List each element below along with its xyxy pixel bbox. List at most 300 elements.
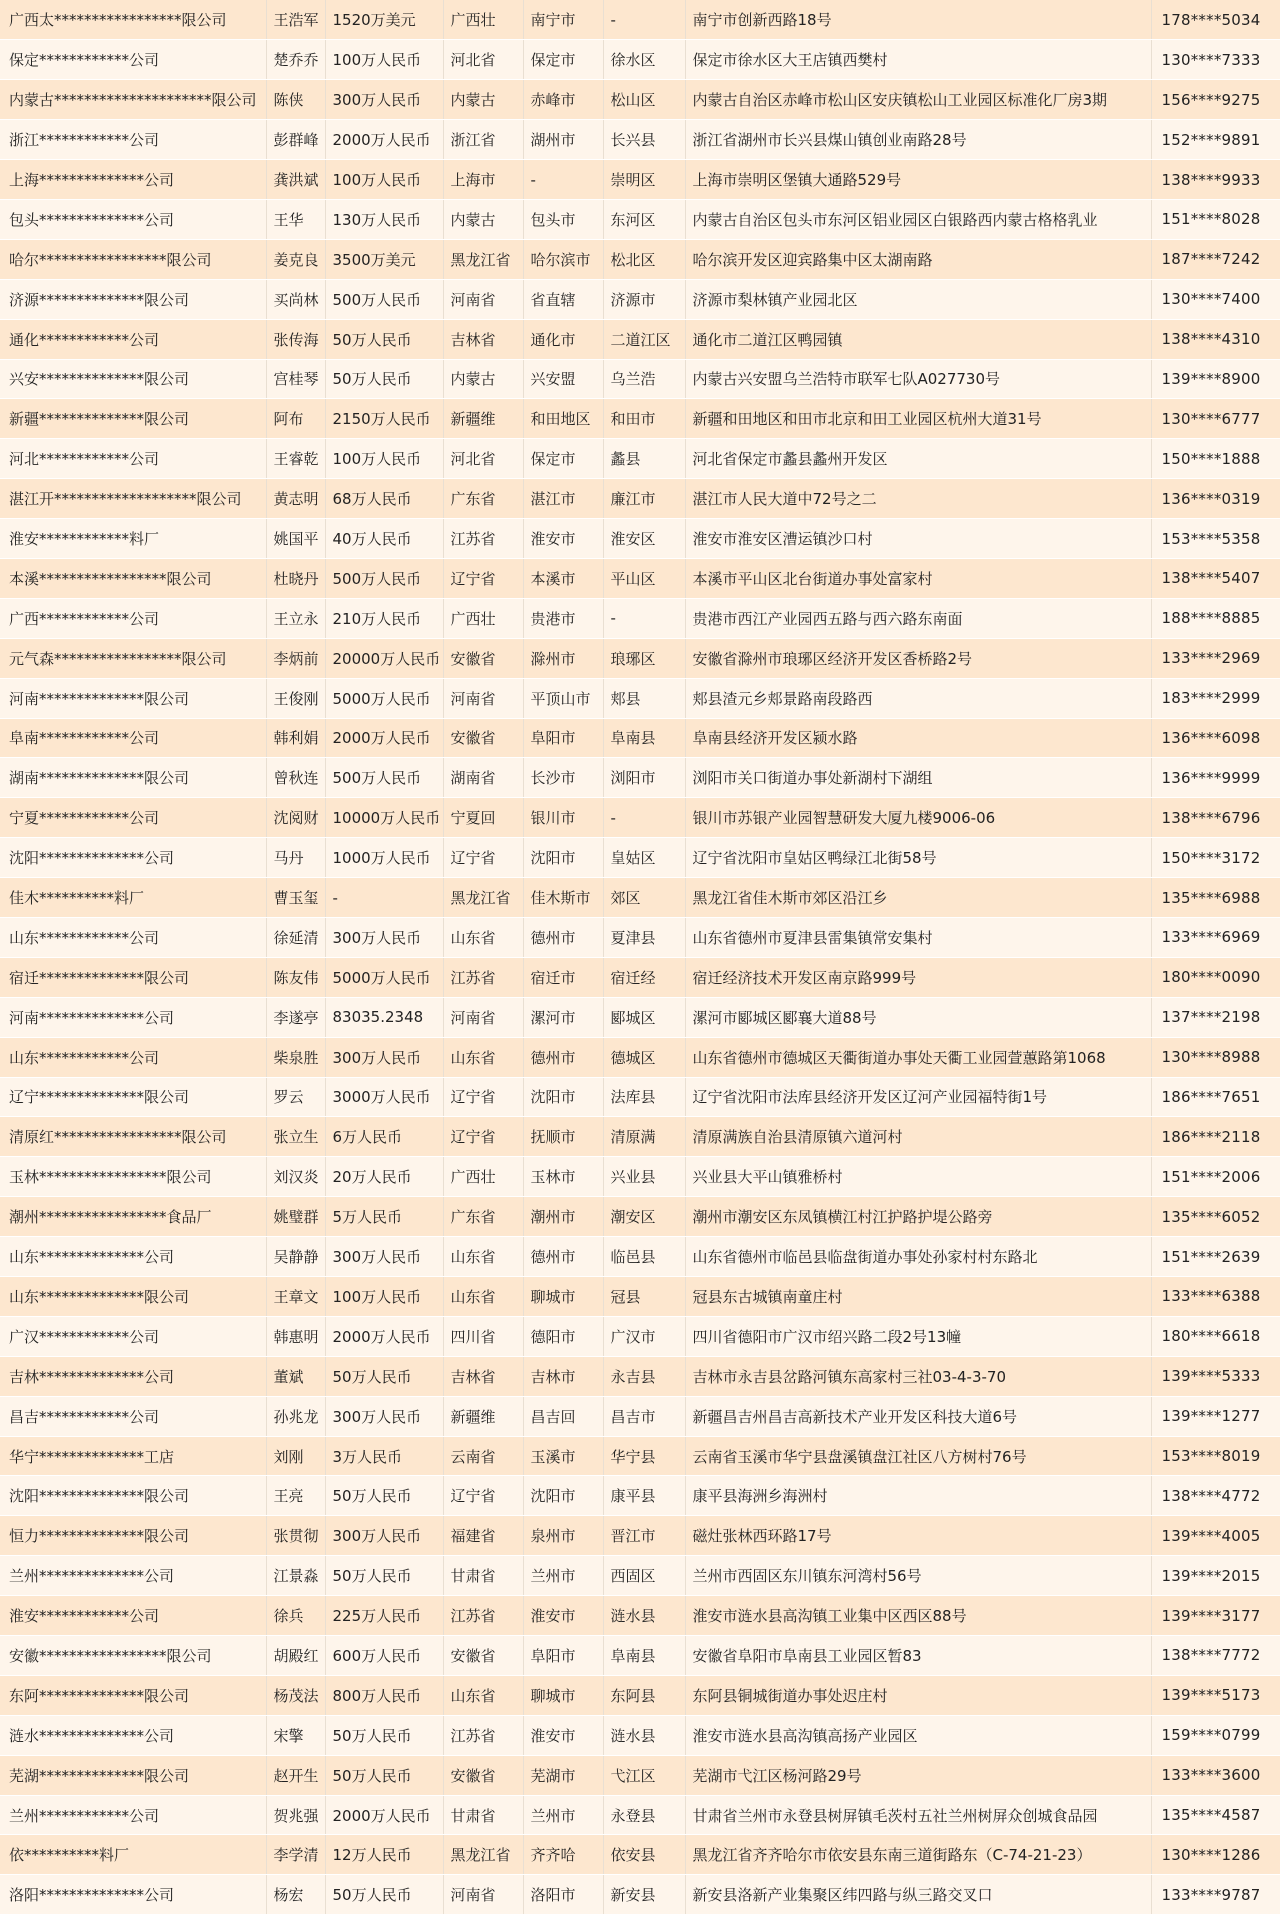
- registered-capital-cell: 130万人民币: [325, 199, 443, 239]
- city-cell: 本溪市: [523, 558, 603, 598]
- city-cell: 保定市: [523, 439, 603, 479]
- province-cell: 辽宁省: [443, 1077, 523, 1117]
- phone-cell: 183****2999: [1151, 678, 1280, 718]
- address-cell: 东阿县铜城街道办事处迟庄村: [685, 1675, 1151, 1715]
- address-cell: 通化市二道江区鸭园镇: [685, 319, 1151, 359]
- district-cell: 徐水区: [603, 40, 685, 80]
- table-row: [0, 718, 1280, 758]
- district-cell: 法库县: [603, 1077, 685, 1117]
- table-row: [0, 598, 1280, 638]
- address-cell: 阜南县经济开发区颍水路: [685, 718, 1151, 758]
- registered-capital-cell: 100万人民币: [325, 1277, 443, 1317]
- address-cell: 山东省德州市临邑县临盘街道办事处孙家村村东路北: [685, 1237, 1151, 1277]
- address-cell: 黑龙江省佳木斯市郊区沿江乡: [685, 878, 1151, 918]
- company-name-cell: 辽宁**************限公司: [0, 1077, 266, 1117]
- province-cell: 山东省: [443, 1037, 523, 1077]
- address-cell: 康平县海洲乡海洲村: [685, 1476, 1151, 1516]
- province-cell: 云南省: [443, 1436, 523, 1476]
- phone-cell: 133****3600: [1151, 1755, 1280, 1795]
- province-cell: 新疆维: [443, 1396, 523, 1436]
- phone-cell: 150****3172: [1151, 838, 1280, 878]
- province-cell: 广东省: [443, 479, 523, 519]
- phone-cell: 133****2969: [1151, 638, 1280, 678]
- district-cell: 涟水县: [603, 1596, 685, 1636]
- district-cell: 涟水县: [603, 1715, 685, 1755]
- legal-person-cell: 罗云: [266, 1077, 325, 1117]
- city-cell: 长沙市: [523, 758, 603, 798]
- address-cell: 黑龙江省齐齐哈尔市依安县东南三道街路东（C-74-21-23）: [685, 1835, 1151, 1875]
- legal-person-cell: 宋擎: [266, 1715, 325, 1755]
- district-cell: 弋江区: [603, 1755, 685, 1795]
- registered-capital-cell: 300万人民币: [325, 917, 443, 957]
- registered-capital-cell: 2000万人民币: [325, 1795, 443, 1835]
- province-cell: 江苏省: [443, 957, 523, 997]
- company-name-cell: 济源**************限公司: [0, 279, 266, 319]
- registered-capital-cell: 68万人民币: [325, 479, 443, 519]
- city-cell: 昌吉回: [523, 1396, 603, 1436]
- table-row: [0, 1117, 1280, 1157]
- phone-cell: 139****4005: [1151, 1516, 1280, 1556]
- table-row: [0, 1396, 1280, 1436]
- city-cell: 平顶山市: [523, 678, 603, 718]
- table-row: [0, 519, 1280, 559]
- address-cell: 南宁市创新西路18号: [685, 0, 1151, 40]
- address-cell: 清原满族自治县清原镇六道河村: [685, 1117, 1151, 1157]
- phone-cell: 139****3177: [1151, 1596, 1280, 1636]
- legal-person-cell: 姜克良: [266, 239, 325, 279]
- registered-capital-cell: 500万人民币: [325, 558, 443, 598]
- province-cell: 河南省: [443, 997, 523, 1037]
- registered-capital-cell: 2150万人民币: [325, 399, 443, 439]
- legal-person-cell: 龚洪斌: [266, 160, 325, 200]
- phone-cell: 139****1277: [1151, 1396, 1280, 1436]
- district-cell: 夏津县: [603, 917, 685, 957]
- district-cell: 昌吉市: [603, 1396, 685, 1436]
- registered-capital-cell: 100万人民币: [325, 40, 443, 80]
- legal-person-cell: 陈侠: [266, 80, 325, 120]
- company-name-cell: 山东**************公司: [0, 1237, 266, 1277]
- legal-person-cell: 王亮: [266, 1476, 325, 1516]
- legal-person-cell: 徐延清: [266, 917, 325, 957]
- table-row: [0, 997, 1280, 1037]
- registered-capital-cell: 3500万美元: [325, 239, 443, 279]
- registered-capital-cell: 10000万人民币: [325, 798, 443, 838]
- legal-person-cell: 王浩军: [266, 0, 325, 40]
- district-cell: 潮安区: [603, 1197, 685, 1237]
- registered-capital-cell: 300万人民币: [325, 1516, 443, 1556]
- province-cell: 黑龙江省: [443, 239, 523, 279]
- district-cell: 东阿县: [603, 1675, 685, 1715]
- legal-person-cell: 阿布: [266, 399, 325, 439]
- province-cell: 河南省: [443, 1875, 523, 1915]
- registered-capital-cell: 100万人民币: [325, 439, 443, 479]
- district-cell: 廉江市: [603, 479, 685, 519]
- phone-cell: 135****6052: [1151, 1197, 1280, 1237]
- district-cell: 东河区: [603, 199, 685, 239]
- legal-person-cell: 姚璧群: [266, 1197, 325, 1237]
- table-row: [0, 1875, 1280, 1915]
- company-name-cell: 淮安************料厂: [0, 519, 266, 559]
- city-cell: 玉林市: [523, 1157, 603, 1197]
- legal-person-cell: 楚乔乔: [266, 40, 325, 80]
- district-cell: 平山区: [603, 558, 685, 598]
- registered-capital-cell: 50万人民币: [325, 359, 443, 399]
- legal-person-cell: 王立永: [266, 598, 325, 638]
- legal-person-cell: 黄志明: [266, 479, 325, 519]
- district-cell: 兴业县: [603, 1157, 685, 1197]
- table-row: [0, 359, 1280, 399]
- phone-cell: 133****6969: [1151, 917, 1280, 957]
- province-cell: 安徽省: [443, 1636, 523, 1676]
- province-cell: 山东省: [443, 1237, 523, 1277]
- company-name-cell: 洛阳**************公司: [0, 1875, 266, 1915]
- registered-capital-cell: 20000万人民币: [325, 638, 443, 678]
- province-cell: 广西壮: [443, 1157, 523, 1197]
- company-name-cell: 吉林**************公司: [0, 1356, 266, 1396]
- legal-person-cell: 彭群峰: [266, 120, 325, 160]
- phone-cell: 138****7772: [1151, 1636, 1280, 1676]
- district-cell: -: [603, 0, 685, 40]
- company-name-cell: 依**********料厂: [0, 1835, 266, 1875]
- company-name-cell: 潮州*****************食品厂: [0, 1197, 266, 1237]
- address-cell: 河北省保定市蠡县蠡州开发区: [685, 439, 1151, 479]
- legal-person-cell: 马丹: [266, 838, 325, 878]
- province-cell: 浙江省: [443, 120, 523, 160]
- district-cell: 郾城区: [603, 997, 685, 1037]
- table-row: [0, 1356, 1280, 1396]
- phone-cell: 136****0319: [1151, 479, 1280, 519]
- company-name-cell: 保定************公司: [0, 40, 266, 80]
- district-cell: 浏阳市: [603, 758, 685, 798]
- table-row: [0, 1316, 1280, 1356]
- table-row: [0, 1516, 1280, 1556]
- province-cell: 江苏省: [443, 1596, 523, 1636]
- province-cell: 内蒙古: [443, 80, 523, 120]
- city-cell: 兰州市: [523, 1556, 603, 1596]
- legal-person-cell: 杨宏: [266, 1875, 325, 1915]
- registered-capital-cell: 2000万人民币: [325, 1316, 443, 1356]
- district-cell: 阜南县: [603, 1636, 685, 1676]
- province-cell: 安徽省: [443, 718, 523, 758]
- address-cell: 芜湖市弋江区杨河路29号: [685, 1755, 1151, 1795]
- company-name-cell: 河北************公司: [0, 439, 266, 479]
- company-name-cell: 沈阳**************公司: [0, 838, 266, 878]
- city-cell: 湛江市: [523, 479, 603, 519]
- registered-capital-cell: 50万人民币: [325, 1556, 443, 1596]
- phone-cell: 130****1286: [1151, 1835, 1280, 1875]
- legal-person-cell: 曹玉玺: [266, 878, 325, 918]
- company-name-cell: 山东************公司: [0, 917, 266, 957]
- table-row: [0, 279, 1280, 319]
- phone-cell: 159****0799: [1151, 1715, 1280, 1755]
- district-cell: 新安县: [603, 1875, 685, 1915]
- phone-cell: 151****2006: [1151, 1157, 1280, 1197]
- registered-capital-cell: 3000万人民币: [325, 1077, 443, 1117]
- phone-cell: 138****9933: [1151, 160, 1280, 200]
- legal-person-cell: 刘汉炎: [266, 1157, 325, 1197]
- city-cell: 滁州市: [523, 638, 603, 678]
- address-cell: 磁灶张林西环路17号: [685, 1516, 1151, 1556]
- district-cell: 清原满: [603, 1117, 685, 1157]
- table-row: [0, 878, 1280, 918]
- table-row: [0, 1237, 1280, 1277]
- city-cell: 沈阳市: [523, 1077, 603, 1117]
- district-cell: 济源市: [603, 279, 685, 319]
- city-cell: 兴安盟: [523, 359, 603, 399]
- address-cell: 浏阳市关口街道办事处新湖村下湖组: [685, 758, 1151, 798]
- province-cell: 黑龙江省: [443, 1835, 523, 1875]
- phone-cell: 130****7333: [1151, 40, 1280, 80]
- phone-cell: 152****9891: [1151, 120, 1280, 160]
- registered-capital-cell: 50万人民币: [325, 1476, 443, 1516]
- registered-capital-cell: 210万人民币: [325, 598, 443, 638]
- legal-person-cell: 张立生: [266, 1117, 325, 1157]
- table-row: [0, 917, 1280, 957]
- province-cell: 山东省: [443, 917, 523, 957]
- province-cell: 甘肃省: [443, 1556, 523, 1596]
- registered-capital-cell: 5万人民币: [325, 1197, 443, 1237]
- table-row: [0, 479, 1280, 519]
- address-cell: 内蒙古自治区包头市东河区铝业园区白银路西内蒙古格格乳业: [685, 199, 1151, 239]
- legal-person-cell: 王章文: [266, 1277, 325, 1317]
- registered-capital-cell: 12万人民币: [325, 1835, 443, 1875]
- province-cell: 黑龙江省: [443, 878, 523, 918]
- table-row: [0, 638, 1280, 678]
- phone-cell: 150****1888: [1151, 439, 1280, 479]
- address-cell: 山东省德州市德城区天衢街道办事处天衢工业园萱蕙路第1068: [685, 1037, 1151, 1077]
- legal-person-cell: 买尚林: [266, 279, 325, 319]
- province-cell: 辽宁省: [443, 1476, 523, 1516]
- registered-capital-cell: 100万人民币: [325, 160, 443, 200]
- phone-cell: 138****5407: [1151, 558, 1280, 598]
- city-cell: 德州市: [523, 917, 603, 957]
- city-cell: 宿迁市: [523, 957, 603, 997]
- legal-person-cell: 胡殿红: [266, 1636, 325, 1676]
- city-cell: 赤峰市: [523, 80, 603, 120]
- registered-capital-cell: -: [325, 878, 443, 918]
- legal-person-cell: 曾秋连: [266, 758, 325, 798]
- company-name-cell: 新疆**************限公司: [0, 399, 266, 439]
- company-name-cell: 内蒙古*********************限公司: [0, 80, 266, 120]
- district-cell: 郊区: [603, 878, 685, 918]
- table-row: [0, 1596, 1280, 1636]
- company-name-cell: 阜南************公司: [0, 718, 266, 758]
- phone-cell: 156****9275: [1151, 80, 1280, 120]
- table-row: [0, 399, 1280, 439]
- company-name-cell: 通化************公司: [0, 319, 266, 359]
- district-cell: -: [603, 798, 685, 838]
- city-cell: 贵港市: [523, 598, 603, 638]
- address-cell: 兰州市西固区东川镇东河湾村56号: [685, 1556, 1151, 1596]
- legal-person-cell: 赵开生: [266, 1755, 325, 1795]
- district-cell: 德城区: [603, 1037, 685, 1077]
- address-cell: 郏县渣元乡郏景路南段路西: [685, 678, 1151, 718]
- phone-cell: 188****8885: [1151, 598, 1280, 638]
- district-cell: 康平县: [603, 1476, 685, 1516]
- province-cell: 内蒙古: [443, 199, 523, 239]
- registered-capital-cell: 600万人民币: [325, 1636, 443, 1676]
- registered-capital-cell: 6万人民币: [325, 1117, 443, 1157]
- table-row: [0, 319, 1280, 359]
- phone-cell: 153****5358: [1151, 519, 1280, 559]
- city-cell: 漯河市: [523, 997, 603, 1037]
- city-cell: 保定市: [523, 40, 603, 80]
- legal-person-cell: 宫桂琴: [266, 359, 325, 399]
- table-row: [0, 160, 1280, 200]
- company-name-cell: 清原红*****************限公司: [0, 1117, 266, 1157]
- phone-cell: 180****0090: [1151, 957, 1280, 997]
- table-row: [0, 80, 1280, 120]
- company-name-cell: 淮安************公司: [0, 1596, 266, 1636]
- table-row: [0, 838, 1280, 878]
- district-cell: 西固区: [603, 1556, 685, 1596]
- registered-capital-cell: 300万人民币: [325, 1396, 443, 1436]
- province-cell: 安徽省: [443, 638, 523, 678]
- city-cell: 包头市: [523, 199, 603, 239]
- district-cell: 琅琊区: [603, 638, 685, 678]
- legal-person-cell: 李学清: [266, 1835, 325, 1875]
- registered-capital-cell: 300万人民币: [325, 1037, 443, 1077]
- table-row: [0, 199, 1280, 239]
- province-cell: 河北省: [443, 40, 523, 80]
- registered-capital-cell: 50万人民币: [325, 1755, 443, 1795]
- district-cell: 永登县: [603, 1795, 685, 1835]
- legal-person-cell: 吴静静: [266, 1237, 325, 1277]
- phone-cell: 151****2639: [1151, 1237, 1280, 1277]
- phone-cell: 178****5034: [1151, 0, 1280, 40]
- city-cell: 沈阳市: [523, 1476, 603, 1516]
- province-cell: 新疆维: [443, 399, 523, 439]
- city-cell: 泉州市: [523, 1516, 603, 1556]
- company-name-cell: 湛江开*******************限公司: [0, 479, 266, 519]
- legal-person-cell: 姚国平: [266, 519, 325, 559]
- city-cell: 洛阳市: [523, 1875, 603, 1915]
- district-cell: 淮安区: [603, 519, 685, 559]
- phone-cell: 130****6777: [1151, 399, 1280, 439]
- registered-capital-cell: 2000万人民币: [325, 718, 443, 758]
- province-cell: 江苏省: [443, 1715, 523, 1755]
- legal-person-cell: 李遂亭: [266, 997, 325, 1037]
- province-cell: 辽宁省: [443, 1117, 523, 1157]
- table-row: [0, 1636, 1280, 1676]
- province-cell: 广东省: [443, 1197, 523, 1237]
- address-cell: 浙江省湖州市长兴县煤山镇创业南路28号: [685, 120, 1151, 160]
- city-cell: 淮安市: [523, 1596, 603, 1636]
- address-cell: 山东省德州市夏津县雷集镇常安集村: [685, 917, 1151, 957]
- legal-person-cell: 徐兵: [266, 1596, 325, 1636]
- table-row: [0, 1157, 1280, 1197]
- registered-capital-cell: 300万人民币: [325, 1237, 443, 1277]
- address-cell: 贵港市西江产业园西五路与西六路东南面: [685, 598, 1151, 638]
- address-cell: 冠县东古城镇南童庄村: [685, 1277, 1151, 1317]
- address-cell: 安徽省阜阳市阜南县工业园区暂83: [685, 1636, 1151, 1676]
- phone-cell: 186****7651: [1151, 1077, 1280, 1117]
- address-cell: 新安县洛新产业集聚区纬四路与纵三路交叉口: [685, 1875, 1151, 1915]
- company-name-cell: 广西太*****************限公司: [0, 0, 266, 40]
- table-row: [0, 40, 1280, 80]
- city-cell: 湖州市: [523, 120, 603, 160]
- address-cell: 哈尔滨开发区迎宾路集中区太湖南路: [685, 239, 1151, 279]
- city-cell: 通化市: [523, 319, 603, 359]
- company-name-cell: 华宁**************工店: [0, 1436, 266, 1476]
- legal-person-cell: 王睿乾: [266, 439, 325, 479]
- registered-capital-cell: 225万人民币: [325, 1596, 443, 1636]
- registered-capital-cell: 20万人民币: [325, 1157, 443, 1197]
- legal-person-cell: 陈友伟: [266, 957, 325, 997]
- company-name-cell: 兰州************公司: [0, 1795, 266, 1835]
- address-cell: 淮安市淮安区漕运镇沙口村: [685, 519, 1151, 559]
- table-row: [0, 1795, 1280, 1835]
- legal-person-cell: 杨茂法: [266, 1675, 325, 1715]
- table-row: [0, 678, 1280, 718]
- city-cell: 德州市: [523, 1037, 603, 1077]
- address-cell: 济源市梨林镇产业园北区: [685, 279, 1151, 319]
- address-cell: 辽宁省沈阳市皇姑区鸭绿江北街58号: [685, 838, 1151, 878]
- province-cell: 福建省: [443, 1516, 523, 1556]
- legal-person-cell: 张传海: [266, 319, 325, 359]
- phone-cell: 130****7400: [1151, 279, 1280, 319]
- registered-capital-cell: 40万人民币: [325, 519, 443, 559]
- district-cell: 冠县: [603, 1277, 685, 1317]
- company-name-cell: 涟水**************公司: [0, 1715, 266, 1755]
- company-name-cell: 宁夏************公司: [0, 798, 266, 838]
- company-name-cell: 安徽*****************限公司: [0, 1636, 266, 1676]
- city-cell: 聊城市: [523, 1675, 603, 1715]
- city-cell: 省直辖: [523, 279, 603, 319]
- table-row: [0, 1476, 1280, 1516]
- company-name-cell: 东阿**************限公司: [0, 1675, 266, 1715]
- table-row: [0, 758, 1280, 798]
- company-name-cell: 玉林*****************限公司: [0, 1157, 266, 1197]
- phone-cell: 138****4772: [1151, 1476, 1280, 1516]
- legal-person-cell: 贺兆强: [266, 1795, 325, 1835]
- province-cell: 吉林省: [443, 1356, 523, 1396]
- registered-capital-cell: 5000万人民币: [325, 678, 443, 718]
- city-cell: 德阳市: [523, 1316, 603, 1356]
- legal-person-cell: 董斌: [266, 1356, 325, 1396]
- company-name-cell: 沈阳**************限公司: [0, 1476, 266, 1516]
- district-cell: 永吉县: [603, 1356, 685, 1396]
- district-cell: 晋江市: [603, 1516, 685, 1556]
- district-cell: 和田市: [603, 399, 685, 439]
- province-cell: 广西壮: [443, 0, 523, 40]
- registered-capital-cell: 50万人民币: [325, 1356, 443, 1396]
- address-cell: 宿迁经济技术开发区南京路999号: [685, 957, 1151, 997]
- phone-cell: 139****5333: [1151, 1356, 1280, 1396]
- table-row: [0, 1715, 1280, 1755]
- table-row: [0, 1277, 1280, 1317]
- legal-person-cell: 孙兆龙: [266, 1396, 325, 1436]
- phone-cell: 187****7242: [1151, 239, 1280, 279]
- city-cell: 南宁市: [523, 0, 603, 40]
- company-name-cell: 本溪*****************限公司: [0, 558, 266, 598]
- company-name-cell: 浙江************公司: [0, 120, 266, 160]
- district-cell: 松山区: [603, 80, 685, 120]
- district-cell: 宿迁经: [603, 957, 685, 997]
- province-cell: 河南省: [443, 279, 523, 319]
- city-cell: 淮安市: [523, 519, 603, 559]
- company-name-cell: 恒力**************限公司: [0, 1516, 266, 1556]
- city-cell: 阜阳市: [523, 1636, 603, 1676]
- district-cell: 郏县: [603, 678, 685, 718]
- phone-cell: 135****6988: [1151, 878, 1280, 918]
- registered-capital-cell: 800万人民币: [325, 1675, 443, 1715]
- phone-cell: 130****8988: [1151, 1037, 1280, 1077]
- registered-capital-cell: 50万人民币: [325, 319, 443, 359]
- legal-person-cell: 李炳前: [266, 638, 325, 678]
- table-row: [0, 1197, 1280, 1237]
- address-cell: 湛江市人民大道中72号之二: [685, 479, 1151, 519]
